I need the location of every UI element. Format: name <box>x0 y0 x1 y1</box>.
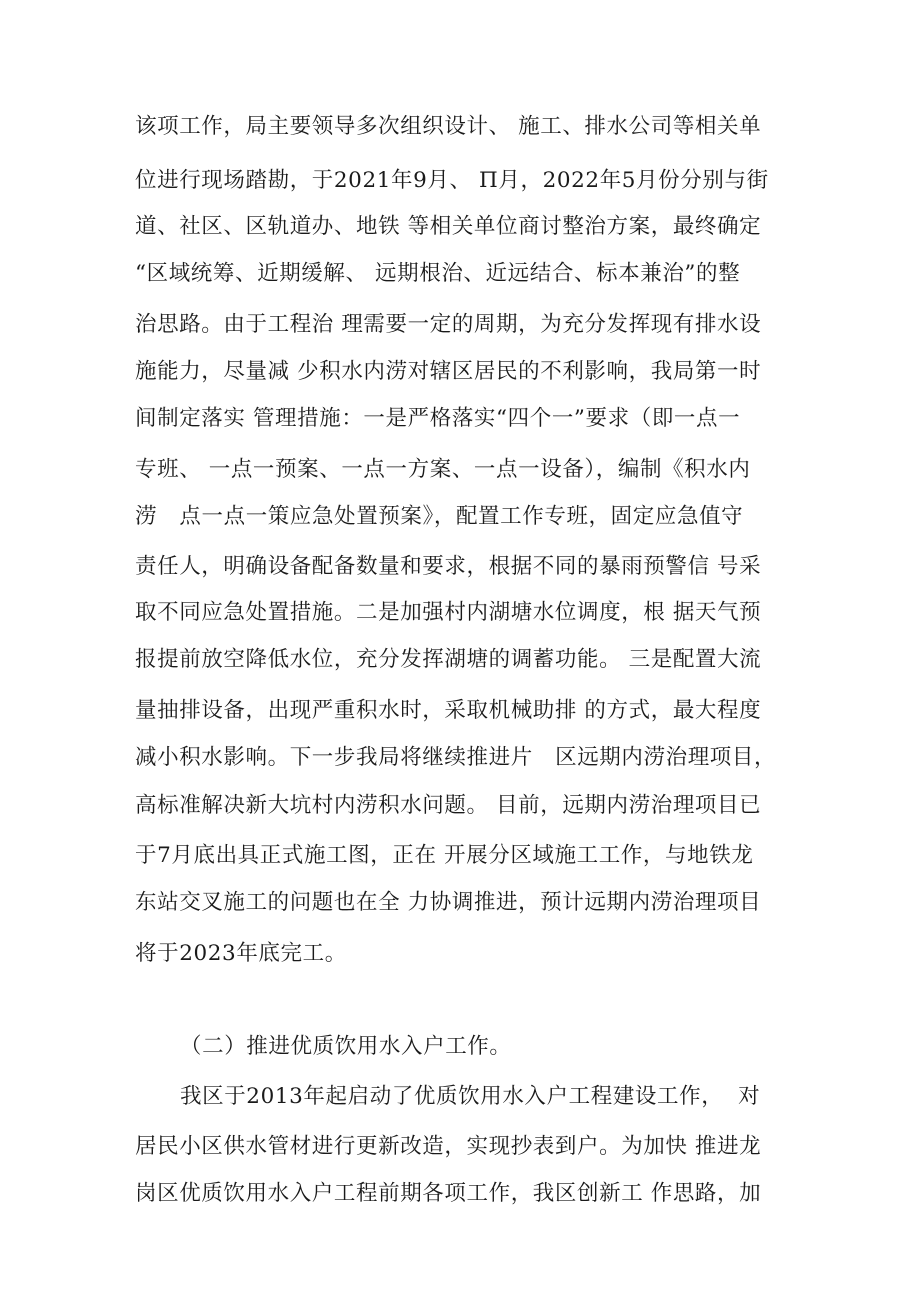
section-heading: （二）推进优质饮用水入户工作。 <box>180 1034 512 1059</box>
body-text-line: 减小积水影响。下一步我局将继续推进片 区远期内涝治理项目， <box>135 745 777 770</box>
body-text-line: 位进行现场踏勘，于2021年9月、 Π月，2022年5月份分别与街 <box>135 168 769 193</box>
body-text-line: 涝 点一点一策应急处置预案》，配置工作专班，固定应急值守 <box>135 504 744 529</box>
body-text-line: 我区于2013年起启动了优质饮用水入户工程建设工作， 对 <box>180 1084 761 1109</box>
body-text-line: 岗区优质饮用水入户工程前期各项工作，我区创新工 作思路，加 <box>135 1181 762 1206</box>
body-text-line: 于7月底出具正式施工图，正在 开展分区域施工工作，与地铁龙 <box>135 843 754 868</box>
body-text-line: 将于2023年底完工。 <box>135 941 347 966</box>
body-text-line: 东站交叉施工的问题也在全 力协调推进，预计远期内涝治理项目 <box>135 890 762 915</box>
body-text-line: 量抽排设备，出现严重积水时，采取机械助排 的方式，最大程度 <box>135 698 762 723</box>
body-text-line: 报提前放空降低水位，充分发挥湖塘的调蓄功能。 三是配置大流 <box>135 647 762 672</box>
body-text-line: 高标准解决新大坑村内涝积水问题。 目前，远期内涝治理项目已 <box>135 793 762 818</box>
body-text-line: 该项工作，局主要领导多次组织设计、 施工、排水公司等相关单 <box>135 114 762 139</box>
body-text-line: 治思路。由于工程治 理需要一定的周期，为充分发挥现有排水设 <box>135 312 762 337</box>
body-text-line: 专班、 一点一预案、一点一方案、一点一设备），编制《积水内 <box>135 457 751 482</box>
body-text-line: “区域统筹、近期缓解、 远期根治、近远结合、标本兼治”的整 <box>135 261 741 286</box>
body-text-line: 施能力，尽量减 少积水内涝对辖区居民的不利影响，我局第一时 <box>135 359 762 384</box>
body-text-line: 取不同应急处置措施。二是加强村内湖塘水位调度，根 据天气预 <box>135 600 762 625</box>
body-text-line: 居民小区供水管材进行更新改造，实现抄表到户。为加快 推进龙 <box>135 1134 762 1159</box>
body-text-line: 间制定落实 管理措施：一是严格落实“四个一”要求（即一点一 <box>135 406 741 431</box>
body-text-line: 道、社区、区轨道办、地铁 等相关单位商讨整治方案，最终确定 <box>135 214 762 239</box>
body-text-line: 责任人，明确设备配备数量和要求，根据不同的暴雨预警信 号采 <box>135 554 762 579</box>
